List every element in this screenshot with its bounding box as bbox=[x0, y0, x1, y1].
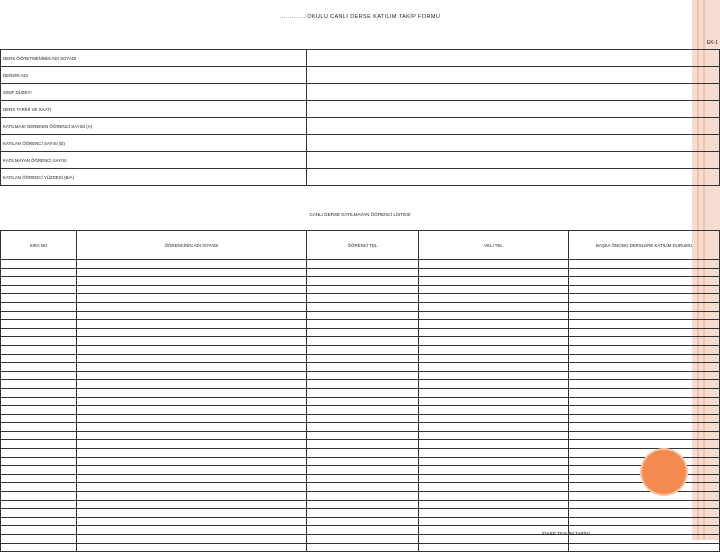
table-cell[interactable] bbox=[1, 260, 77, 269]
table-cell[interactable] bbox=[307, 380, 419, 389]
table-cell[interactable] bbox=[419, 268, 569, 277]
table-cell[interactable] bbox=[1, 449, 77, 458]
table-cell[interactable] bbox=[419, 345, 569, 354]
table-cell[interactable] bbox=[1, 535, 77, 544]
table-cell[interactable] bbox=[77, 302, 307, 311]
table-cell[interactable] bbox=[1, 517, 77, 526]
table-cell[interactable] bbox=[419, 457, 569, 466]
table-cell[interactable] bbox=[77, 543, 307, 552]
table-row bbox=[1, 388, 720, 397]
table-cell[interactable] bbox=[569, 543, 720, 552]
table-cell[interactable] bbox=[77, 363, 307, 372]
table-cell[interactable] bbox=[307, 500, 419, 509]
info-value-field[interactable] bbox=[307, 152, 720, 169]
table-cell[interactable] bbox=[569, 363, 720, 372]
table-cell[interactable] bbox=[569, 414, 720, 423]
table-row bbox=[1, 535, 720, 544]
table-cell[interactable] bbox=[1, 294, 77, 303]
table-cell[interactable] bbox=[77, 517, 307, 526]
table-cell[interactable] bbox=[307, 431, 419, 440]
table-cell[interactable] bbox=[569, 277, 720, 286]
table-cell[interactable] bbox=[419, 354, 569, 363]
table-cell[interactable] bbox=[307, 354, 419, 363]
table-cell[interactable] bbox=[307, 311, 419, 320]
info-table bbox=[0, 49, 720, 186]
table-cell[interactable] bbox=[569, 345, 720, 354]
table-cell[interactable] bbox=[77, 500, 307, 509]
table-cell[interactable] bbox=[307, 371, 419, 380]
table-row bbox=[1, 500, 720, 509]
table-cell[interactable] bbox=[307, 543, 419, 552]
table-row bbox=[1, 449, 720, 458]
info-value-field[interactable] bbox=[307, 169, 720, 186]
table-cell[interactable] bbox=[1, 354, 77, 363]
info-row bbox=[1, 118, 720, 135]
table-cell[interactable] bbox=[419, 294, 569, 303]
info-label: DERS TARİHİ VE SAATİ bbox=[1, 101, 307, 118]
info-row bbox=[1, 50, 720, 67]
table-cell[interactable] bbox=[77, 268, 307, 277]
table-cell[interactable] bbox=[419, 328, 569, 337]
table-cell[interactable] bbox=[569, 440, 720, 449]
table-cell[interactable] bbox=[77, 328, 307, 337]
table-cell[interactable] bbox=[1, 414, 77, 423]
table-cell[interactable] bbox=[77, 414, 307, 423]
table-row bbox=[1, 260, 720, 269]
table-cell[interactable] bbox=[419, 277, 569, 286]
table-cell[interactable] bbox=[307, 285, 419, 294]
info-value-field[interactable] bbox=[307, 67, 720, 84]
table-cell[interactable] bbox=[419, 337, 569, 346]
table-cell[interactable] bbox=[419, 474, 569, 483]
table-cell[interactable] bbox=[77, 397, 307, 406]
table-cell[interactable] bbox=[419, 397, 569, 406]
table-cell[interactable] bbox=[569, 354, 720, 363]
column-header: ÖĞRENCİNİN ADI SOYADI bbox=[77, 231, 307, 260]
table-cell[interactable] bbox=[569, 500, 720, 509]
table-cell[interactable] bbox=[419, 311, 569, 320]
table-row bbox=[1, 543, 720, 552]
table-cell[interactable] bbox=[419, 260, 569, 269]
table-cell[interactable] bbox=[77, 294, 307, 303]
table-cell[interactable] bbox=[1, 526, 77, 535]
table-row bbox=[1, 311, 720, 320]
table-cell[interactable] bbox=[77, 474, 307, 483]
table-cell[interactable] bbox=[77, 457, 307, 466]
table-row bbox=[1, 466, 720, 475]
table-cell[interactable] bbox=[1, 500, 77, 509]
section-title: CANLI DERSE KATILMAYAN ÖĞRENCİ LİSTESİ bbox=[309, 212, 411, 217]
table-cell[interactable] bbox=[419, 517, 569, 526]
table-cell[interactable] bbox=[419, 285, 569, 294]
info-value-field[interactable] bbox=[307, 135, 720, 152]
table-row bbox=[1, 492, 720, 501]
info-row bbox=[1, 152, 720, 169]
table-cell[interactable] bbox=[419, 302, 569, 311]
table-cell[interactable] bbox=[419, 500, 569, 509]
table-cell[interactable] bbox=[1, 311, 77, 320]
table-row bbox=[1, 268, 720, 277]
table-cell[interactable] bbox=[77, 509, 307, 518]
table-cell[interactable] bbox=[419, 543, 569, 552]
table-cell[interactable] bbox=[77, 406, 307, 415]
info-row bbox=[1, 84, 720, 101]
table-cell[interactable] bbox=[307, 457, 419, 466]
table-cell[interactable] bbox=[1, 277, 77, 286]
table-cell[interactable] bbox=[1, 337, 77, 346]
table-cell[interactable] bbox=[569, 492, 720, 501]
table-cell[interactable] bbox=[77, 277, 307, 286]
table-row bbox=[1, 371, 720, 380]
table-cell[interactable] bbox=[419, 363, 569, 372]
table-cell[interactable] bbox=[307, 414, 419, 423]
table-cell[interactable] bbox=[569, 431, 720, 440]
table-row bbox=[1, 474, 720, 483]
table-cell[interactable] bbox=[77, 526, 307, 535]
table-row bbox=[1, 483, 720, 492]
table-cell[interactable] bbox=[77, 354, 307, 363]
table-header-row bbox=[1, 231, 720, 260]
table-cell[interactable] bbox=[569, 406, 720, 415]
table-cell[interactable] bbox=[77, 440, 307, 449]
table-cell[interactable] bbox=[1, 543, 77, 552]
table-cell[interactable] bbox=[569, 517, 720, 526]
table-cell[interactable] bbox=[419, 380, 569, 389]
table-row bbox=[1, 354, 720, 363]
table-cell[interactable] bbox=[1, 423, 77, 432]
table-cell[interactable] bbox=[307, 345, 419, 354]
table-cell[interactable] bbox=[1, 406, 77, 415]
table-cell[interactable] bbox=[419, 509, 569, 518]
table-cell[interactable] bbox=[307, 423, 419, 432]
table-cell[interactable] bbox=[419, 406, 569, 415]
form-code: EK-1 bbox=[706, 40, 718, 46]
table-cell[interactable] bbox=[1, 285, 77, 294]
info-label: SINIF DÜZEYİ bbox=[1, 84, 307, 101]
table-cell[interactable] bbox=[569, 449, 720, 458]
table-cell[interactable] bbox=[569, 423, 720, 432]
table-cell[interactable] bbox=[77, 260, 307, 269]
table-cell[interactable] bbox=[569, 302, 720, 311]
table-row bbox=[1, 277, 720, 286]
table-cell[interactable] bbox=[307, 492, 419, 501]
table-row bbox=[1, 363, 720, 372]
table-row bbox=[1, 414, 720, 423]
table-cell[interactable] bbox=[77, 371, 307, 380]
info-label: DERS ÖĞRETMENİNİN ADI SOYADI bbox=[1, 50, 307, 67]
decorative-circle bbox=[642, 450, 686, 494]
info-value-field[interactable] bbox=[307, 118, 720, 135]
info-value-field[interactable] bbox=[307, 50, 720, 67]
table-cell[interactable] bbox=[1, 328, 77, 337]
table-cell[interactable] bbox=[569, 311, 720, 320]
table-cell[interactable] bbox=[1, 466, 77, 475]
table-cell[interactable] bbox=[569, 260, 720, 269]
table-row bbox=[1, 328, 720, 337]
table-cell[interactable] bbox=[1, 431, 77, 440]
table-cell[interactable] bbox=[77, 492, 307, 501]
table-cell[interactable] bbox=[307, 277, 419, 286]
table-cell[interactable] bbox=[569, 397, 720, 406]
column-header: ÖĞRENCİ TEL bbox=[307, 231, 419, 260]
table-cell[interactable] bbox=[307, 535, 419, 544]
table-cell[interactable] bbox=[1, 371, 77, 380]
table-cell[interactable] bbox=[569, 483, 720, 492]
table-cell[interactable] bbox=[307, 302, 419, 311]
table-cell[interactable] bbox=[77, 449, 307, 458]
table-row bbox=[1, 345, 720, 354]
table-cell[interactable] bbox=[307, 509, 419, 518]
table-cell[interactable] bbox=[1, 492, 77, 501]
table-cell[interactable] bbox=[569, 320, 720, 329]
table-cell[interactable] bbox=[1, 397, 77, 406]
submission-date-label: İDARE TESLİM TARİHİ bbox=[542, 531, 590, 536]
table-row bbox=[1, 440, 720, 449]
table-cell[interactable] bbox=[77, 483, 307, 492]
table-cell[interactable] bbox=[307, 483, 419, 492]
column-header: BAŞKA ÖNCEKİ DERSLERE KATILIM DURUMU bbox=[569, 231, 720, 260]
table-cell[interactable] bbox=[77, 423, 307, 432]
table-cell[interactable] bbox=[419, 440, 569, 449]
table-cell[interactable] bbox=[307, 260, 419, 269]
table-cell[interactable] bbox=[419, 423, 569, 432]
table-cell[interactable] bbox=[419, 414, 569, 423]
table-row bbox=[1, 423, 720, 432]
info-label: KATILMAYAN ÖĞRENCİ SAYISI bbox=[1, 152, 307, 169]
table-cell[interactable] bbox=[77, 285, 307, 294]
table-cell[interactable] bbox=[77, 466, 307, 475]
table-cell[interactable] bbox=[419, 449, 569, 458]
table-cell[interactable] bbox=[419, 492, 569, 501]
table-cell[interactable] bbox=[307, 517, 419, 526]
table-row bbox=[1, 526, 720, 535]
table-cell[interactable] bbox=[307, 406, 419, 415]
table-cell[interactable] bbox=[77, 311, 307, 320]
table-row bbox=[1, 285, 720, 294]
table-cell[interactable] bbox=[307, 397, 419, 406]
table-row bbox=[1, 380, 720, 389]
table-cell[interactable] bbox=[1, 457, 77, 466]
table-cell[interactable] bbox=[77, 380, 307, 389]
info-label: KATILAN ÖĞRENCİ SAYISI (B) bbox=[1, 135, 307, 152]
info-row bbox=[1, 101, 720, 118]
table-cell[interactable] bbox=[77, 431, 307, 440]
table-cell[interactable] bbox=[307, 388, 419, 397]
table-cell[interactable] bbox=[307, 440, 419, 449]
table-cell[interactable] bbox=[569, 268, 720, 277]
table-cell[interactable] bbox=[307, 268, 419, 277]
table-cell[interactable] bbox=[307, 363, 419, 372]
table-cell[interactable] bbox=[1, 268, 77, 277]
table-cell[interactable] bbox=[1, 363, 77, 372]
table-cell[interactable] bbox=[77, 345, 307, 354]
table-cell[interactable] bbox=[307, 466, 419, 475]
table-cell[interactable] bbox=[569, 388, 720, 397]
info-row bbox=[1, 67, 720, 84]
table-cell[interactable] bbox=[419, 388, 569, 397]
info-label: KATILMASI GEREKEN ÖĞRENCİ SAYISI (A) bbox=[1, 118, 307, 135]
table-cell[interactable] bbox=[1, 380, 77, 389]
table-cell[interactable] bbox=[419, 320, 569, 329]
document-title: …………..OKULU CANLI DERSE KATILIM TAKİP FORMU bbox=[279, 14, 441, 20]
info-value-field[interactable] bbox=[307, 101, 720, 118]
table-row bbox=[1, 517, 720, 526]
table-cell[interactable] bbox=[77, 337, 307, 346]
table-row bbox=[1, 320, 720, 329]
table-cell[interactable] bbox=[569, 285, 720, 294]
table-cell[interactable] bbox=[1, 302, 77, 311]
info-row bbox=[1, 169, 720, 186]
table-cell[interactable] bbox=[569, 294, 720, 303]
column-header: SIRA NO bbox=[1, 231, 77, 260]
table-row bbox=[1, 431, 720, 440]
table-cell[interactable] bbox=[569, 526, 720, 535]
table-row bbox=[1, 337, 720, 346]
info-value-field[interactable] bbox=[307, 84, 720, 101]
table-cell[interactable] bbox=[1, 388, 77, 397]
info-label: DERSİN ADI bbox=[1, 67, 307, 84]
table-cell[interactable] bbox=[1, 509, 77, 518]
table-cell[interactable] bbox=[569, 535, 720, 544]
table-row bbox=[1, 509, 720, 518]
table-cell[interactable] bbox=[569, 371, 720, 380]
table-cell[interactable] bbox=[569, 380, 720, 389]
table-cell[interactable] bbox=[569, 328, 720, 337]
table-cell[interactable] bbox=[307, 449, 419, 458]
table-cell[interactable] bbox=[77, 320, 307, 329]
table-cell[interactable] bbox=[1, 320, 77, 329]
table-cell[interactable] bbox=[419, 371, 569, 380]
table-cell[interactable] bbox=[1, 345, 77, 354]
table-cell[interactable] bbox=[307, 294, 419, 303]
info-row bbox=[1, 135, 720, 152]
table-cell[interactable] bbox=[1, 440, 77, 449]
table-cell[interactable] bbox=[77, 388, 307, 397]
absent-student-table bbox=[0, 230, 720, 552]
table-row bbox=[1, 406, 720, 415]
column-header: VELİ TEL bbox=[419, 231, 569, 260]
table-cell[interactable] bbox=[307, 474, 419, 483]
table-cell[interactable] bbox=[1, 474, 77, 483]
info-label: KATILAN ÖĞRENCİ YÜZDESİ (B/A) bbox=[1, 169, 307, 186]
table-row bbox=[1, 294, 720, 303]
table-cell[interactable] bbox=[1, 483, 77, 492]
table-cell[interactable] bbox=[419, 483, 569, 492]
table-cell[interactable] bbox=[569, 337, 720, 346]
table-row bbox=[1, 302, 720, 311]
table-cell[interactable] bbox=[307, 337, 419, 346]
table-cell[interactable] bbox=[419, 466, 569, 475]
table-row bbox=[1, 457, 720, 466]
table-row bbox=[1, 397, 720, 406]
table-cell[interactable] bbox=[77, 535, 307, 544]
table-cell[interactable] bbox=[307, 328, 419, 337]
table-cell[interactable] bbox=[307, 526, 419, 535]
table-cell[interactable] bbox=[569, 509, 720, 518]
table-cell[interactable] bbox=[419, 431, 569, 440]
table-cell[interactable] bbox=[307, 320, 419, 329]
